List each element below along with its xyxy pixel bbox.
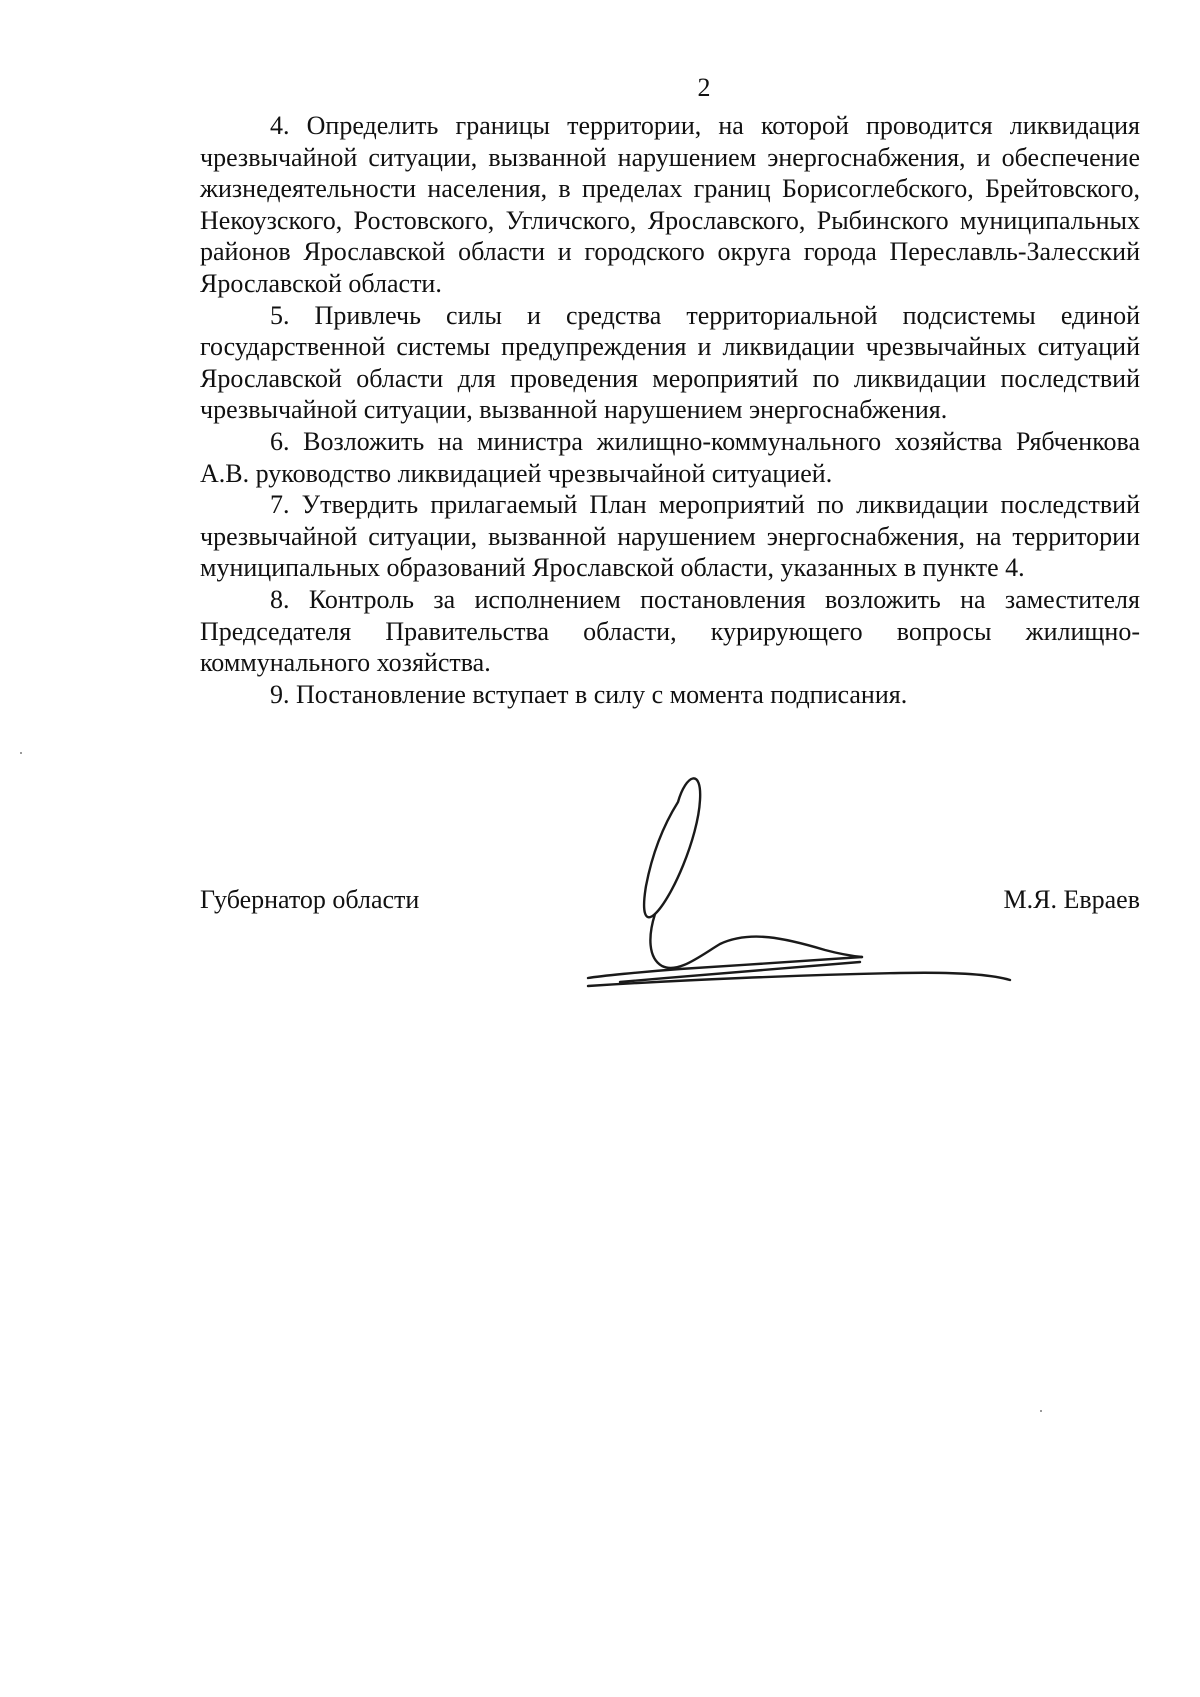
- paragraph-9: 9. Постановление вступает в силу с момента подписания.: [270, 679, 908, 709]
- scan-speck: [20, 752, 22, 754]
- document-body: [200, 110, 1140, 710]
- paragraph-6: 6. Возложить на министра жилищно-коммунального хозяйства Рябченкова А.В. руководство ликвидацией чрезвычайной ситуацией.: [200, 426, 1140, 488]
- scan-speck: [1040, 1410, 1042, 1412]
- position-title: Губернатор области: [200, 885, 420, 914]
- handwritten-signature: [560, 760, 1070, 1020]
- paragraph-5: 5. Привлечь силы и средства территориальной подсистемы единой государственной системы предупреждения и ликвидации чрезвычайных ситуаций Ярославской области для проведения мероприятий по ликвидации последствий чрезвычайной ситуации, вызванной нарушением энергоснабжения.: [200, 300, 1140, 425]
- paragraph-8: 8. Контроль за исполнением постановления возложить на заместителя Председателя Правительства области, курирующего вопросы жилищно-коммунального хозяйства.: [200, 584, 1140, 678]
- paragraph-7: 7. Утвердить прилагаемый План мероприятий по ликвидации последствий чрезвычайной ситуации, вызванной нарушением энергоснабжения, на территории муниципальных образований Ярославской области, указанных в пункте 4.: [200, 490, 1140, 583]
- paragraph-4: 4. Определить границы территории, на которой проводится ликвидация чрезвычайной ситуации, вызванной нарушением энергоснабжения, и обеспечение жизнедеятельности населения, в пределах границ Борисоглебского, Брейтовского, Некоузского, Ростовского, Угличского, Ярославского, Рыбинского муниципальных районов Ярославской области и городского округа города Переславль-Залесский Ярославской области.: [200, 111, 1140, 298]
- signer-name: М.Я. Евраев: [1003, 885, 1140, 914]
- page-number: 2: [697, 73, 711, 102]
